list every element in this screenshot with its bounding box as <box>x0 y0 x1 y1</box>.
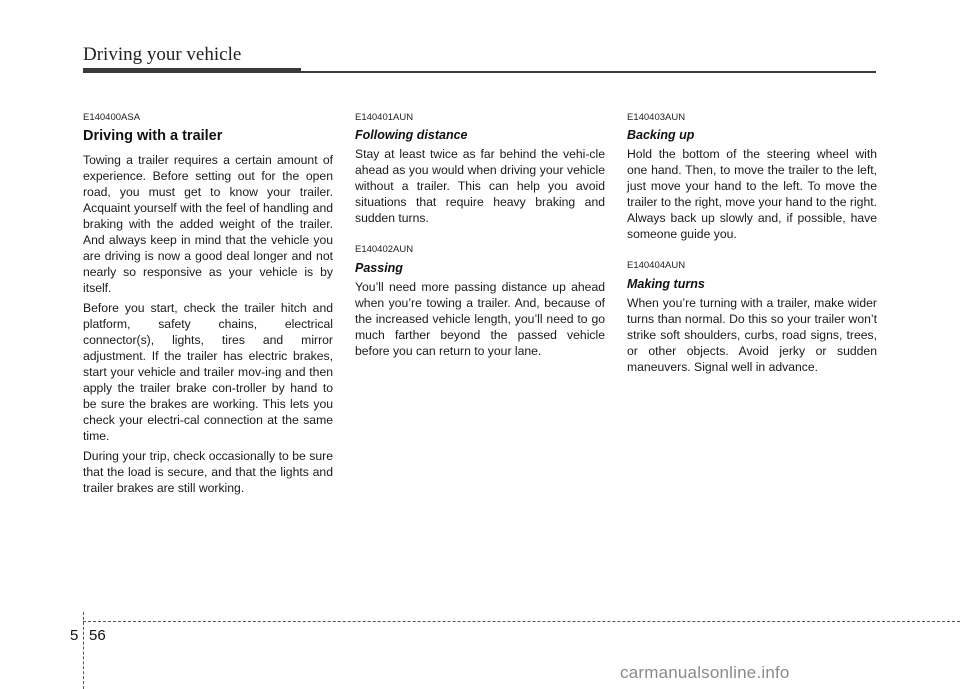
paragraph: Stay at least twice as far behind the vehi-cle ahead as you would when driving your vehicle without a trailer. This can help you avoid situations that require heavy braking and sudden turns. <box>355 147 605 226</box>
paragraph: Towing a trailer requires a certain amount of experience. Before setting out for the open road, you must get to know your trailer. Acquaint yourself with the feel of handling and braking with the added weight of the trailer. And always keep in mind that the vehicle you are driving is now a good deal longer and not nearly so responsive as your vehicle is by itself. <box>83 152 333 295</box>
section-passing <box>355 244 605 358</box>
section-heading: Driving with a trailer <box>83 128 223 145</box>
column-2 <box>355 112 605 377</box>
section-code: E140401AUN <box>355 112 414 123</box>
footer-vertical-rule <box>83 612 84 689</box>
footer-horizontal-rule <box>83 621 960 622</box>
column-3 <box>627 112 877 393</box>
paragraph: Hold the bottom of the steering wheel with one hand. Then, to move the trailer to the left, just move your hand to the left. To move the trailer to the right, move your hand to the right. Always back up slowly and, if possible, have someone guide you. <box>627 147 877 242</box>
paragraph: Before you start, check the trailer hitch and platform, safety chains, electrical connector(s), lights, tires and mirror adjustment. If the trailer has electric brakes, start your vehicle and trailer mov-ing and then apply the trailer brake con-troller by hand to be sure the brakes are working. This lets you check your electri-cal connection at the same time. <box>83 300 333 443</box>
section-backing-up <box>627 112 877 242</box>
section-code: E140402AUN <box>355 244 414 256</box>
section-subheading: Making turns <box>627 276 705 291</box>
paragraph: You’ll need more passing distance up ahead when you’re towing a trailer. And, because of the increased vehicle length, you’ll need to go much farther beyond the passed vehicle before you can return to your lane. <box>355 279 605 358</box>
column-1 <box>83 112 333 500</box>
section-following-distance <box>355 112 605 226</box>
section-code: E140404AUN <box>627 260 686 272</box>
page-header-title: Driving your vehicle <box>83 44 242 65</box>
section-code: E140403AUN <box>627 112 686 123</box>
chapter-number: 5 <box>70 627 79 644</box>
paragraph: When you’re turning with a trailer, make wider turns than normal. Do this so your trailer won’t strike soft shoulders, curbs, road signs, trees, or other objects. Avoid jerky or sudden maneuvers. Signal well in advance. <box>627 295 877 374</box>
section-code: E140400ASA <box>83 112 141 123</box>
paragraph: During your trip, check occasionally to be sure that the load is secure, and that the lights and trailer brakes are still working. <box>83 448 333 495</box>
watermark-text: carmanualsonline.info <box>620 663 790 682</box>
header-rule-thick <box>83 68 301 73</box>
section-subheading: Following distance <box>355 128 468 143</box>
header-rule-thin <box>301 71 876 73</box>
section-making-turns <box>627 260 877 374</box>
page-number: 56 <box>89 627 106 644</box>
section-subheading: Backing up <box>627 128 695 143</box>
section-subheading: Passing <box>355 260 403 275</box>
